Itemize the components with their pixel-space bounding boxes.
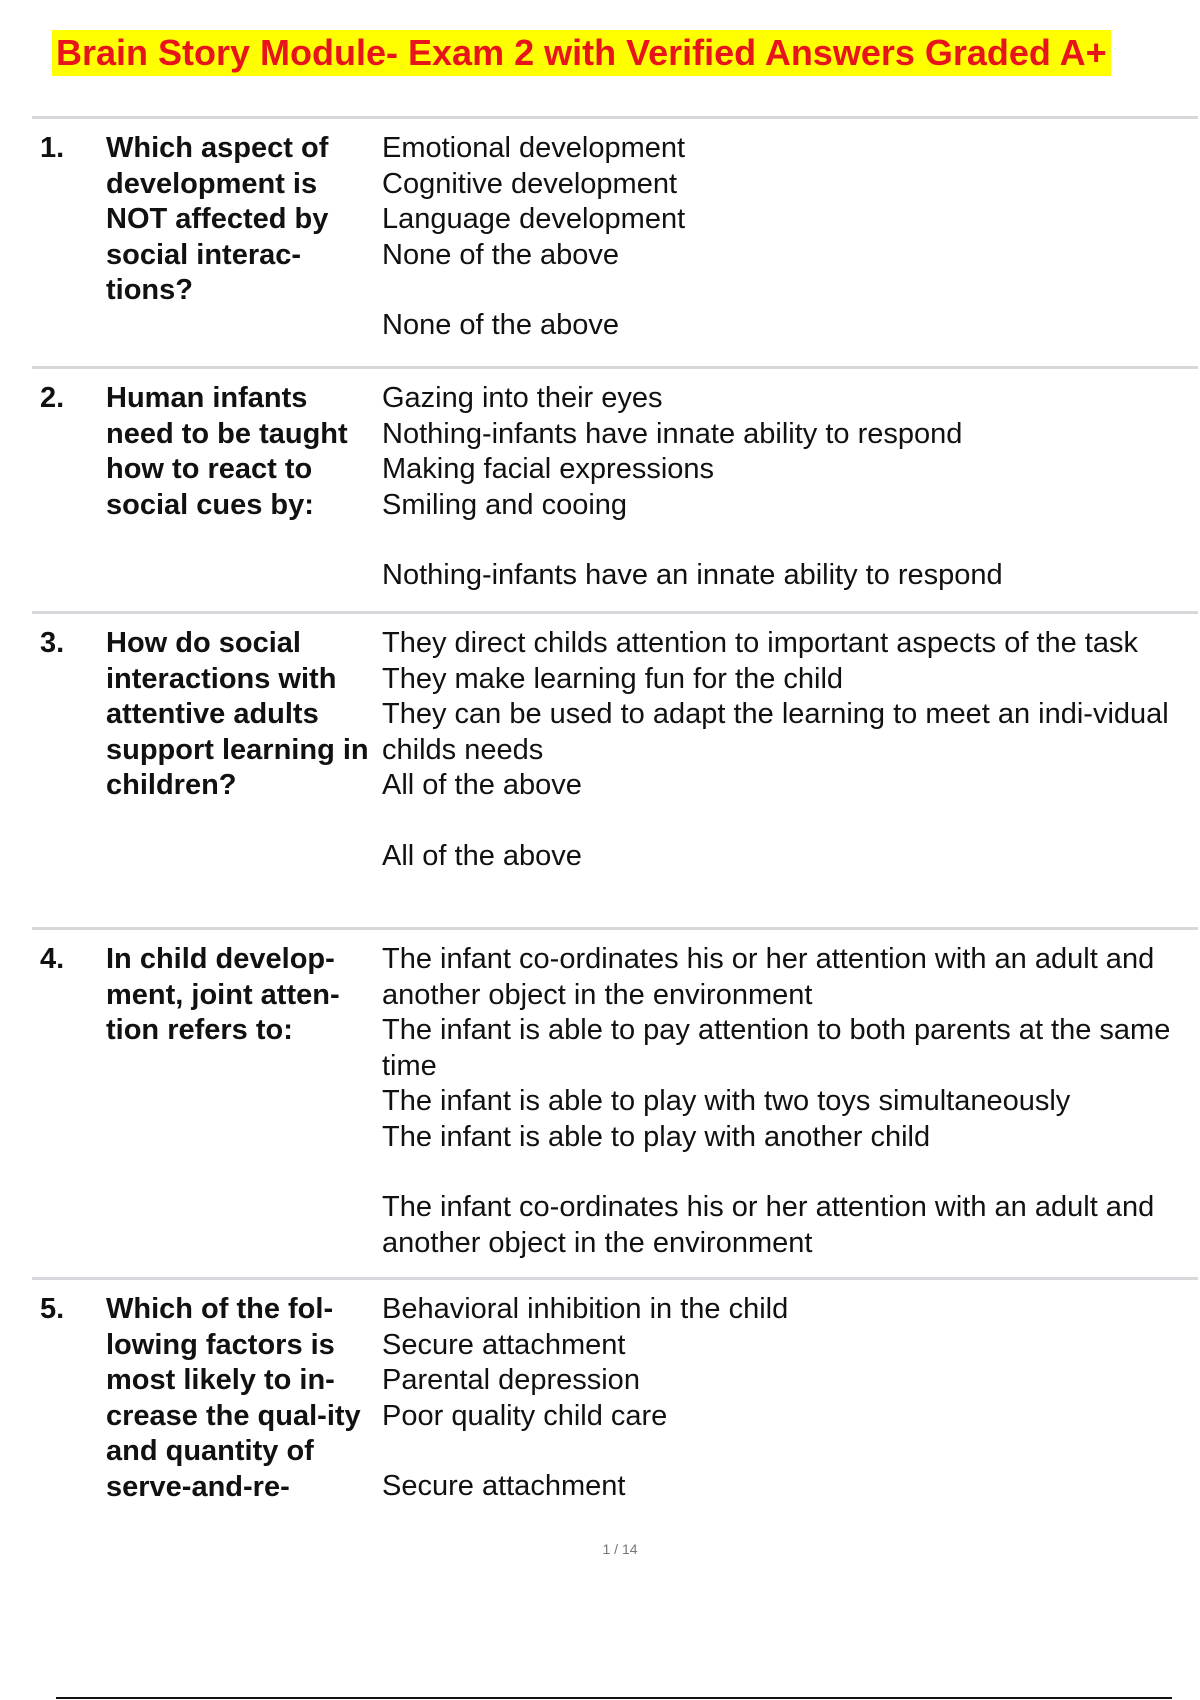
answer-option: Gazing into their eyes xyxy=(382,382,663,414)
answer-block xyxy=(382,942,1198,1259)
answer-option: Emotional development xyxy=(382,132,686,164)
question-list xyxy=(32,116,1198,1527)
answer-block xyxy=(382,131,1198,348)
answer-option: The infant co-ordinates his or her attention with an adult and another object in the environment xyxy=(382,943,1155,1011)
answer-option: They can be used to adapt the learning to meet an indi-vidual childs needs xyxy=(382,698,1169,766)
answer-option: Nothing-infants have innate ability to respond xyxy=(382,417,963,450)
question-number: 5. xyxy=(40,1293,65,1325)
question-text: Human infants need to be taught how to react to social cues by: xyxy=(106,382,348,521)
document-title: Brain Story Module- Exam 2 with Verified Answers Graded A+ xyxy=(52,30,1111,76)
answer-option: They make learning fun for the child xyxy=(382,662,844,695)
answer-block xyxy=(382,381,1198,593)
answer-option: They direct childs attention to important aspects of the task xyxy=(382,627,1138,659)
question-text: Which of the fol-lowing factors is most likely to in-crease the qual-ity and quantity of serve-and-re- xyxy=(106,1293,361,1503)
answer-block xyxy=(382,1292,1198,1509)
question-number: 4. xyxy=(40,943,65,975)
question-number: 1. xyxy=(40,132,65,164)
answer-option: The infant is able to play with two toys simultaneously xyxy=(382,1085,1071,1117)
question-number: 3. xyxy=(40,627,65,659)
answer-option: Poor quality child care xyxy=(382,1399,668,1432)
question-item xyxy=(32,927,1198,1277)
answer-option: Behavioral inhibition in the child xyxy=(382,1293,789,1325)
answer-option: None of the above xyxy=(382,238,620,271)
page-indicator: 1 / 14 xyxy=(602,1541,638,1557)
correct-answer: All of the above xyxy=(382,839,582,872)
question-number: 2. xyxy=(40,382,65,414)
correct-answer: None of the above xyxy=(382,309,620,341)
question-text: How do social interactions with attentive adults support learning in children? xyxy=(106,627,369,801)
question-item xyxy=(32,1277,1198,1527)
correct-answer: The infant co-ordinates his or her attention with an adult and another object in the environment xyxy=(382,1191,1155,1259)
correct-answer: Secure attachment xyxy=(382,1470,626,1502)
answer-option: Smiling and cooing xyxy=(382,488,628,521)
answer-option: Language development xyxy=(382,203,686,235)
answer-option: Making facial expressions xyxy=(382,453,715,485)
question-text: Which aspect of development is NOT affected by social interac-tions? xyxy=(106,132,329,306)
question-text: In child develop-ment, joint atten-tion refers to: xyxy=(106,943,340,1046)
bottom-divider xyxy=(56,1697,1172,1699)
answer-option: The infant is able to pay attention to both parents at the same time xyxy=(382,1014,1171,1082)
answer-option: Cognitive development xyxy=(382,167,678,200)
question-item xyxy=(32,366,1198,611)
question-item xyxy=(32,611,1198,927)
answer-option: All of the above xyxy=(382,769,582,801)
answer-option: The infant is able to play with another child xyxy=(382,1120,931,1153)
answer-block xyxy=(382,626,1198,909)
correct-answer: Nothing-infants have an innate ability to respond xyxy=(382,559,1003,591)
question-item xyxy=(32,116,1198,366)
answer-option: Parental depression xyxy=(382,1364,640,1396)
title-banner xyxy=(52,30,1170,76)
answer-option: Secure attachment xyxy=(382,1328,626,1361)
